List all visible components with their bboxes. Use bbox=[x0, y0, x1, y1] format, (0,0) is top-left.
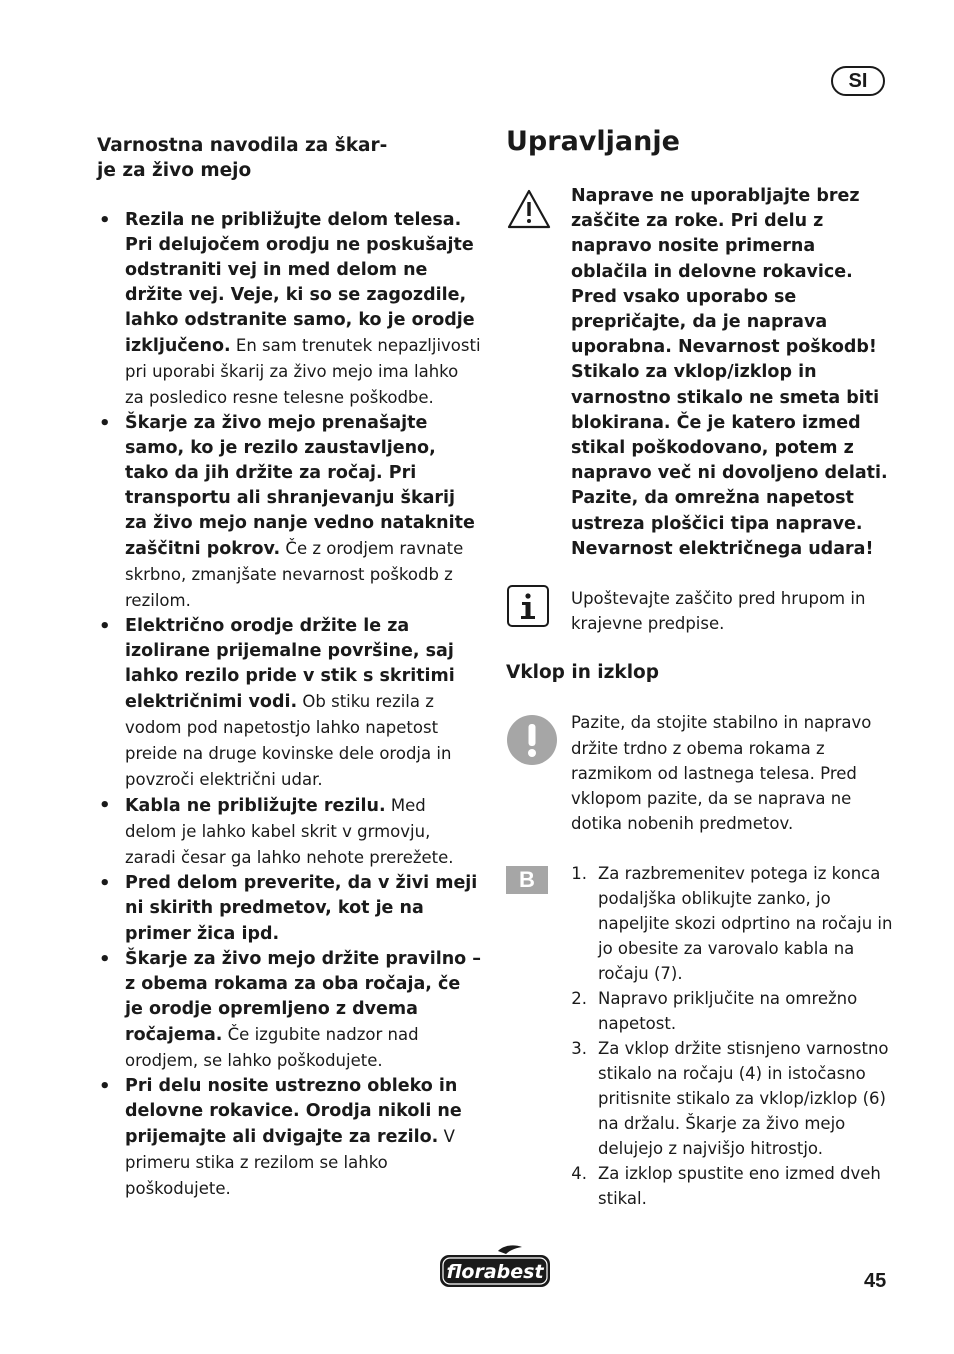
logo-text: florabest bbox=[446, 1261, 544, 1283]
warning-notice bbox=[506, 184, 896, 562]
list-item: • Rezila ne približujte delom telesa. Pri delujočem orodju ne poskušajte odstraniti vej in med delom ne držite vej. Veje, ki so se zagozdile, lahko odstranite samo, ko je orodje izključeno. En sam trenutek nepazljivosti pri uporabi škarij za živo mejo ima lahko za posledico resne telesne poškodbe. bbox=[97, 208, 482, 411]
list-item: • Kabla ne približujte rezilu. Med delom je lahko kabel skrit v grmovju, zaradi česar ga lahko nehote prerežete. bbox=[97, 793, 482, 871]
list-item: • Pred delom preverite, da v živi meji ni skirith predmetov, kot je na primer žica ipd. bbox=[97, 871, 482, 947]
figure-ref-badge: B bbox=[506, 866, 548, 894]
info-text: Upoštevajte zaščito pred hrupom in krajevne predpise. bbox=[571, 589, 866, 634]
info-icon bbox=[506, 584, 550, 632]
exclamation-circle-icon bbox=[506, 714, 558, 770]
list-item: • Škarje za živo mejo držite pravilno – z obema rokama za oba ročaja, če je orodje opremljeno z dvema ročajema. Če izgubite nadzor nad orodjem, se lahko poškodujete. bbox=[97, 947, 482, 1074]
florabest-logo bbox=[438, 1245, 552, 1293]
warning-triangle-icon bbox=[506, 188, 552, 234]
page-number: 45 bbox=[864, 1270, 887, 1292]
list-item: • Električno orodje držite le za izolirane prijemalne površine, saj lahko rezilo pride v stik s skritimi električnimi vodi. Ob stiku rezila z vodom pod napetostjo lahko napetost preide na druge kovinske dele orodja in povzroči električni udar. bbox=[97, 614, 482, 793]
list-item: 2. Napravo priključite na omrežno napetost. bbox=[571, 989, 858, 1034]
right-column bbox=[506, 124, 896, 1211]
list-item: 3. Za vklop držite stisnjeno varnostno stikalo na ročaju (4) in istočasno pritisnite stikalo za vklop/izklop (6) na držalu. Škarje za živo mejo delujejo z najvišjo hitrostjo. bbox=[571, 1039, 889, 1159]
list-item: 4. Za izklop spustite eno izmed dveh stikal. bbox=[571, 1164, 881, 1209]
left-column bbox=[97, 133, 482, 1202]
caution-text: Pazite, da stojite stabilno in napravo držite trdno z obema rokama z razmikom od lastnega telesa. Pred vklopom pazite, da se naprava ne dotika nobenih predmetov. bbox=[571, 713, 872, 834]
subheading-vklop-izklop: Vklop in izklop bbox=[506, 662, 660, 684]
list-item: • Pri delu nosite ustrezno obleko in delovne rokavice. Orodja nikoli ne prijemajte ali dvigajte za rezilo. V primeru stika z rezilom se lahko poškodujete. bbox=[97, 1074, 482, 1202]
section-title-upravljanje: Upravljanje bbox=[506, 126, 680, 157]
procedure-steps bbox=[571, 861, 896, 1211]
procedure-block bbox=[506, 861, 896, 1211]
list-item: 1. Za razbremenitev potega iz konca podaljška oblikujte zanko, jo napeljite skozi odprtino na ročaju in jo obesite za varovalo kabla na ročaju (7). bbox=[571, 864, 893, 984]
left-heading-line-2: je za živo mejo bbox=[97, 160, 252, 181]
info-notice bbox=[506, 586, 896, 636]
list-item: • Škarje za živo mejo prenašajte samo, ko je rezilo zaustavljeno, tako da jih držite za ročaj. Pri transportu ali shranjevanju škarij za živo mejo nanje vedno nataknite zaščitni pokrov. Če z orodjem ravnate skrbno, zmanjšate nevarnost poškodb z rezilom. bbox=[97, 411, 482, 614]
caution-notice bbox=[506, 710, 896, 836]
language-badge: SI bbox=[831, 66, 885, 96]
left-section-heading bbox=[97, 133, 482, 183]
left-heading-line-1: Varnostna navodila za škar- bbox=[97, 135, 388, 156]
safety-bullet-list bbox=[97, 208, 482, 1202]
warning-text: Naprave ne uporabljajte brez zaščite za roke. Pri delu z napravo nosite primerna oblačila in delovne rokavice. Pred vsako uporabo se prepričajte, da je naprava uporabna. Nevarnost poškodb! Stikalo za vklop/izklop in varnostno stikalo ne smeta biti blokirana. Če je katero izmed stikal poškodovano, potem z napravo več ni dovoljeno delati. Pazite, da omrežna napetost ustreza ploščici tipa naprave. Nevarnost električnega udara! bbox=[571, 186, 888, 559]
